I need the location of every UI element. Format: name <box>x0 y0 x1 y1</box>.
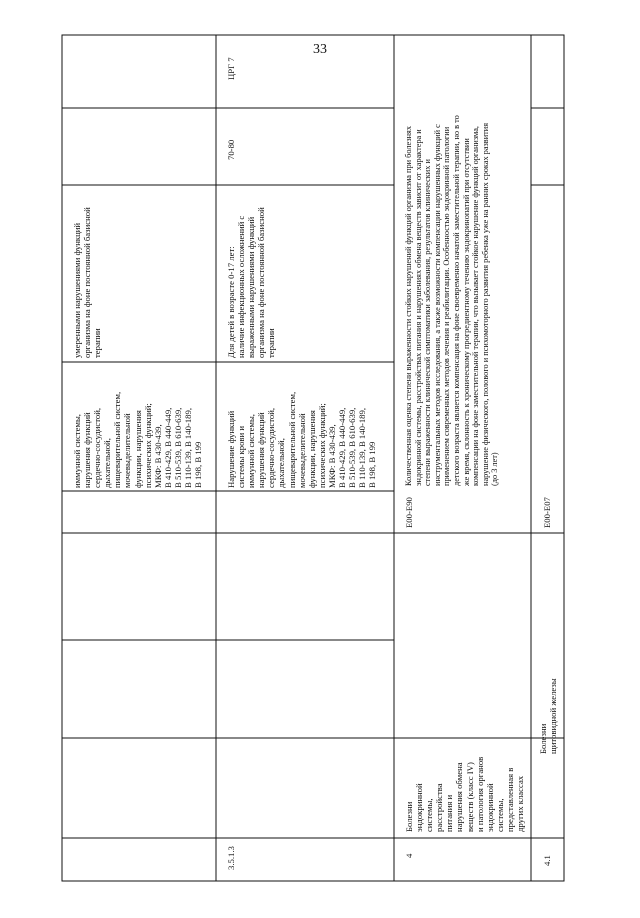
note-line: детского возраста является компенсация на фоне своевременно начатой заместительной терапии, но в то <box>452 115 462 486</box>
class-line: представленная в <box>504 767 515 832</box>
row-4-icd: E00-E90 <box>404 497 414 528</box>
note-line: применением современных методов лечения и реабилитации. Особенностью эндокринной патологии <box>442 126 452 486</box>
class-line: веществ (класс IV) <box>464 762 475 832</box>
diagnosis-line: сердечно-сосудистой, <box>92 407 103 488</box>
diagnosis-line: МКФ: B 430-439, <box>326 424 337 488</box>
class-line: питания и <box>444 794 455 832</box>
page-number: 33 <box>313 42 327 57</box>
row-3-5-1-3-diagnosis <box>226 392 377 488</box>
note-line: эндокринной системы, расстройствах питания и нарушениях обмена веществ зависит от характера и <box>413 129 423 486</box>
diagnosis-line: B 198, B 199 <box>367 441 378 488</box>
note-line: же время, склонность к хроническому прогредиентному течению эндокринопатий при отсутствии <box>461 138 471 486</box>
row-4-1-number: 4.1 <box>542 855 552 866</box>
diagnosis-line: дыхательной, <box>276 438 287 488</box>
class-line: эндокринной <box>484 783 495 832</box>
diagnosis-line: B 510-539, B 610-639, <box>172 407 183 488</box>
diagnosis-line: B 410-429, B 440-449, <box>337 407 348 488</box>
class-line: эндокринной <box>414 783 425 832</box>
diagnosis-line: психических функций; <box>142 403 153 488</box>
note-line: нарушение физического, полового и психомоторного развития ребенка уже на ранних сроках развития <box>480 122 490 486</box>
note-line: (до 3 лет) <box>490 452 500 486</box>
diagnosis-line: нарушения функций <box>256 412 267 488</box>
diagnosis-line: дыхательной, <box>102 438 113 488</box>
diagnosis-line: B 110-139, B 140-189, <box>183 407 194 488</box>
diagnosis-line: иммунной системы, <box>72 414 82 488</box>
diagnosis-line: мочевыделительной <box>122 413 133 488</box>
diagnosis-line: B 510-539, B 610-639, <box>347 407 358 488</box>
diagnosis-line: Нарушение функций <box>226 410 236 488</box>
note-line: инструментальных методов исследования, а также возможности компенсации нарушенных функций с <box>432 124 442 486</box>
row-4-1-group <box>538 678 558 754</box>
note-line: степени выраженности клинической симптоматики заболевания, результатов клинических и <box>423 159 433 486</box>
diagnosis-line: сердечно-сосудистой, <box>266 407 277 488</box>
criteria-line: терапии <box>266 328 277 358</box>
criteria-line: умеренными нарушениями функций <box>72 222 82 358</box>
row-3-5-1-3-category: ЦРГ 7 <box>226 57 236 80</box>
diagnosis-line: системы крови и <box>236 425 247 488</box>
class-line: расстройства <box>434 783 445 832</box>
criteria-line: организма на фоне постоянной базисной <box>256 207 267 358</box>
row-3-5-1-3-percent: 70-80 <box>226 139 236 160</box>
diagnosis-line: функции, нарушения <box>132 410 143 488</box>
class-line: других классах <box>515 775 526 832</box>
diagnosis-line: B 198, B 199 <box>193 441 204 488</box>
row-a-criteria <box>72 207 102 358</box>
row-4-class <box>404 757 525 832</box>
criteria-line: выраженными нарушениями функций <box>246 216 257 358</box>
criteria-line: Для детей в возрасте 0-17 лет: <box>226 246 236 358</box>
diagnosis-line: пищеварительной систем, <box>286 391 297 488</box>
row-a-diagnosis <box>72 392 203 488</box>
criteria-line: наличие инфекционных осложнений с <box>236 215 247 358</box>
row-4-1-icd: E00-E07 <box>542 497 552 528</box>
row-3-5-1-3-criteria <box>226 207 276 358</box>
class-line: системы, <box>494 798 505 832</box>
diagnosis-line: B 410-429, B 440-449, <box>162 407 173 488</box>
diagnosis-line: нарушения функций <box>82 412 93 488</box>
class-line: Болезни <box>404 801 414 832</box>
diagnosis-line: пищеварительной систем, <box>112 391 123 488</box>
group-line: Болезни <box>538 723 548 754</box>
note-line: компенсации на фоне заместительной терапии, что вызывает стойкое нарушение функций организма, <box>471 126 481 486</box>
diagnosis-line: психических функций; <box>316 403 327 488</box>
diagnosis-line: иммунной системы, <box>246 414 257 488</box>
diagnosis-line: B 110-139, B 140-189, <box>357 407 368 488</box>
class-line: системы, <box>424 798 435 832</box>
note-line: Количественная оценка степени выраженности стойких нарушений функций организма при болезнях <box>404 125 413 486</box>
criteria-line: организма на фоне постоянной базисной <box>82 207 93 358</box>
diagnosis-line: функции, нарушения <box>306 410 317 488</box>
row-4-note <box>404 115 500 486</box>
class-line: и патология органов <box>474 756 485 832</box>
criteria-line: терапии <box>92 328 103 358</box>
class-line: нарушения обмена <box>454 762 465 832</box>
row-4-number: 4 <box>404 853 414 858</box>
diagnosis-line: МКФ: B 430-439, <box>152 424 163 488</box>
diagnosis-line: мочевыделительной <box>296 413 307 488</box>
row-3-5-1-3-number: 3.5.1.3 <box>226 846 236 870</box>
group-line: щитовидной железы <box>548 678 559 754</box>
